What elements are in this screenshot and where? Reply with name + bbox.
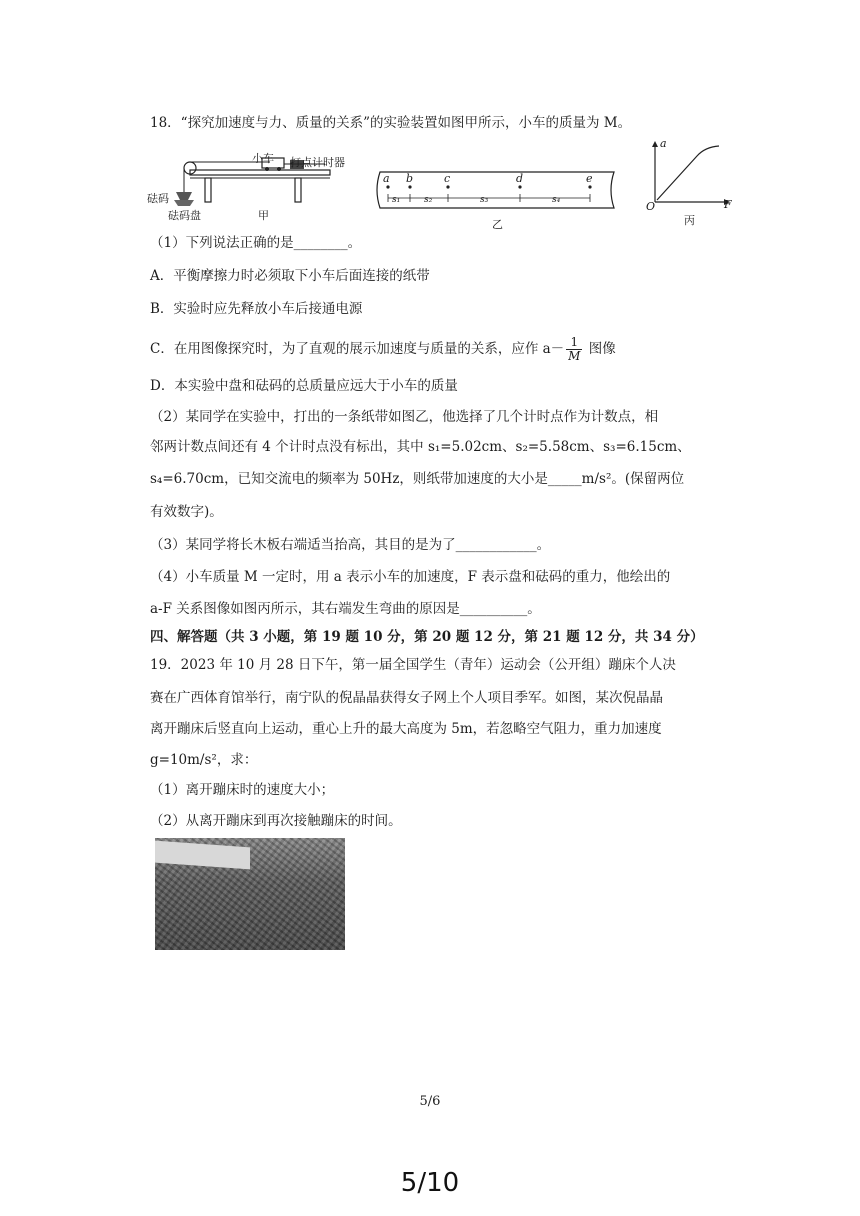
trampoline-photo [155,838,345,950]
graph-y-label: a [660,137,667,150]
q18-option-c-suffix: 图像 [584,341,616,357]
q19-part1: （1）离开蹦床时的速度大小； [150,782,335,798]
viewer-page-indicator: 5/10 [400,1168,460,1198]
q19-part2: （2）从离开蹦床到再次接触蹦床的时间。 [150,813,402,829]
q19-line3: 离开蹦床后竖直向上运动，重心上升的最大高度为 5m，若忽略空气阻力，重力加速度 [150,721,662,737]
q18-part2-line3: s₄=6.70cm，已知交流电的频率为 50Hz，则纸带加速度的大小是_____m/s²。(保留两位 [150,471,685,487]
photo-banner [155,841,250,870]
q18-part3: （3）某同学将长木板右端适当抬高，其目的是为了____________。 [150,537,551,553]
tape-seg-s3: s₃ [480,195,489,205]
q19-line1: 19．2023 年 10 月 28 日下午，第一届全国学生（青年）运动会（公开组）蹦床个人决 [150,657,676,673]
weight-icon [176,192,192,200]
track-board [190,170,330,175]
fraction-1-over-M [566,336,582,363]
page-number: 5/6 [419,1094,441,1109]
graph-x-label: F [724,198,732,211]
caption-jia: 甲 [258,209,269,222]
tape-seg-s1: s₁ [392,195,401,205]
q18-part4-line1: （4）小车质量 M 一定时，用 a 表示小车的加速度，F 表示盘和砝码的重力，他绘出的 [150,569,671,585]
label-weight: 砝码 [147,192,169,205]
tape-point-d: d [516,172,524,185]
q18-option-d: D．本实验中盘和砝码的总质量应远大于小车的质量 [150,378,458,394]
tape-point-c: c [444,172,451,185]
q18-part2-line1: （2）某同学在实验中，打出的一条纸带如图乙，他选择了几个计时点作为计数点，相 [150,409,659,425]
tape-seg-s4: s₄ [552,195,561,205]
tape-point-e: e [586,172,593,185]
label-pan: 砝码盘 [168,209,201,222]
q18-option-a: A．平衡摩擦力时必须取下小车后面连接的纸带 [150,268,430,284]
q18-part4-line2: a-F 关系图像如图丙所示，其右端发生弯曲的原因是__________。 [150,601,541,617]
fraction-denominator: M [568,349,581,363]
caption-yi: 乙 [492,218,503,231]
q19-line4: g=10m/s²，求： [150,752,258,768]
q18-intro: 18．“探究加速度与力、质量的关系”的实验装置如图甲所示，小车的质量为 M。 [150,115,632,131]
q18-part1: （1）下列说法正确的是________。 [150,235,362,251]
caption-bing: 丙 [684,214,695,227]
section-heading: 四、解答题（共 3 小题，第 19 题 10 分，第 20 题 12 分，第 21 题 12 分，共 34 分） [150,629,704,645]
q19-line2: 赛在广西体育馆举行，南宁队的倪晶晶获得女子网上个人项目季军。如图，某次倪晶晶 [150,690,663,706]
q18-part2-line4: 有效数字)。 [150,504,223,520]
q18-option-c [150,336,616,363]
fraction-numerator: 1 [566,336,582,350]
q18-option-c-text: C．在用图像探究时，为了直观的展示加速度与质量的关系，应作 a－ [150,341,565,357]
a-f-curve [657,146,719,200]
tape-seg-s2: s₂ [424,195,433,205]
tape-point-a: a [383,172,390,185]
tape-point-b: b [406,172,414,185]
q18-part2-line2: 邻两计数点间还有 4 个计时点没有标出，其中 s₁=5.02cm、s₂=5.58cm、s₃=6.15cm、 [150,439,691,455]
q18-option-b: B．实验时应先释放小车后接通电源 [150,301,363,317]
figure-bing-graph [645,140,730,210]
label-car: 小车 [252,152,274,165]
label-timer: 打点计时器 [290,156,345,169]
graph-origin: O [646,200,656,213]
